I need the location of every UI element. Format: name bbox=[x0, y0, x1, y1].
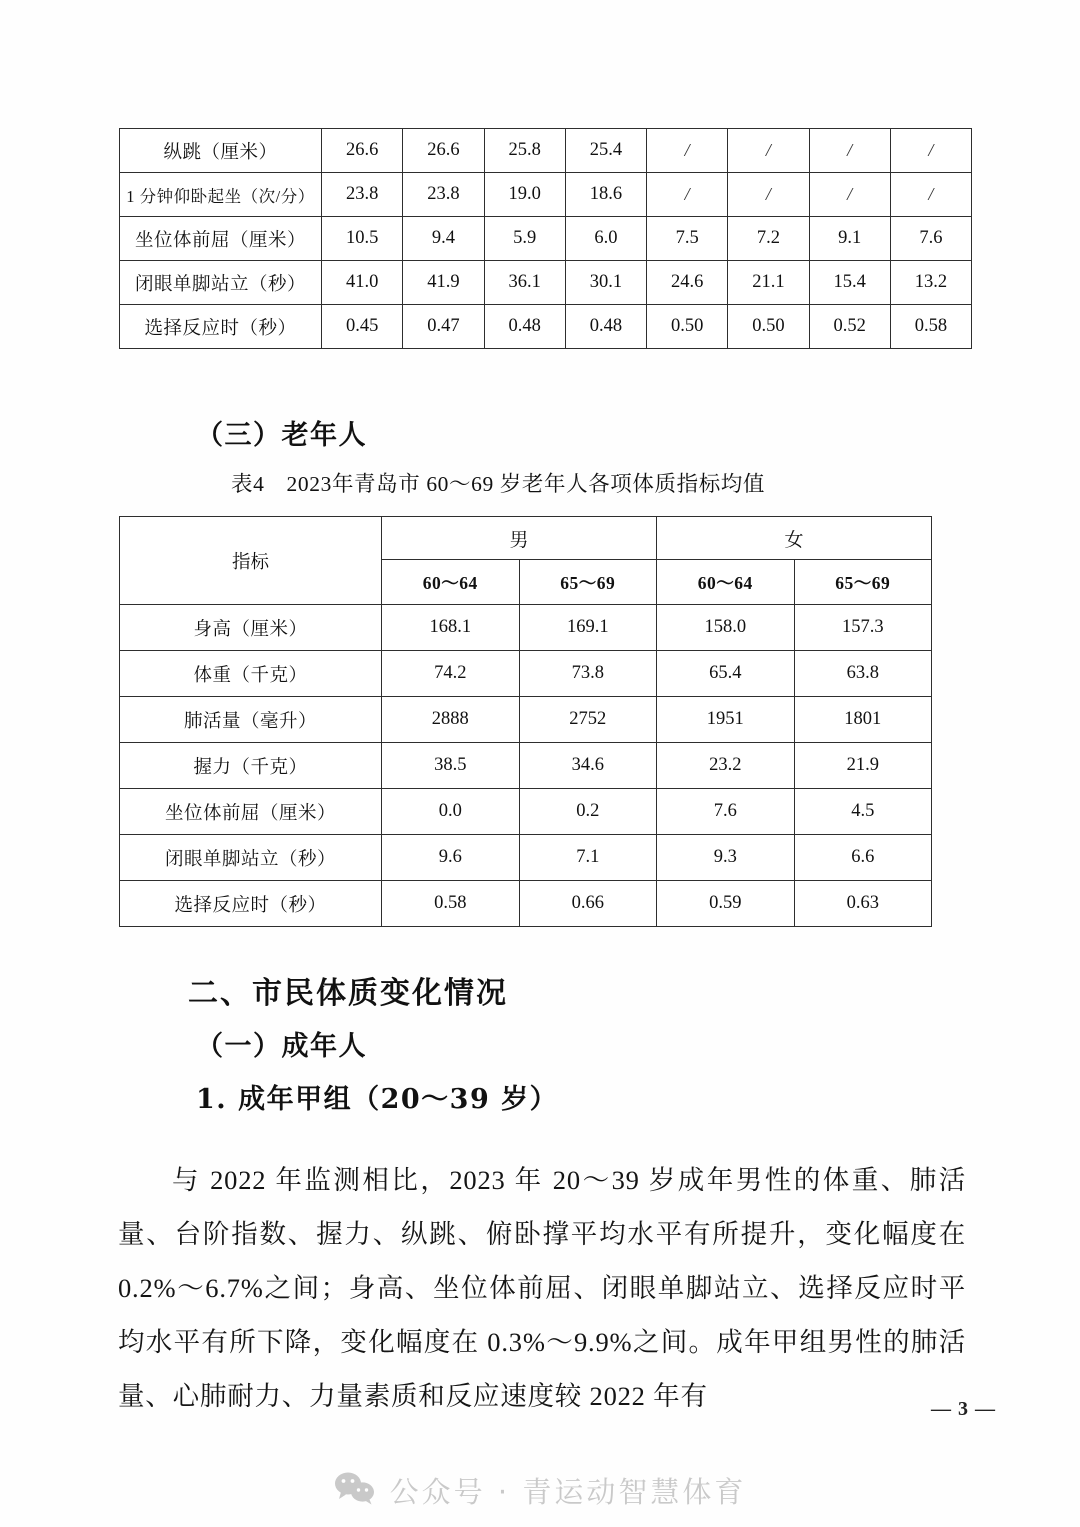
table-row bbox=[120, 789, 932, 835]
data-cell: / bbox=[728, 173, 809, 217]
data-cell: 23.2 bbox=[657, 743, 795, 789]
data-cell: 13.2 bbox=[890, 261, 971, 305]
data-cell: / bbox=[890, 129, 971, 173]
table-row bbox=[120, 261, 972, 305]
row-label: 选择反应时（秒） bbox=[120, 881, 382, 927]
data-cell: 25.8 bbox=[484, 129, 565, 173]
data-cell: 0.50 bbox=[647, 305, 728, 349]
data-cell: 0.2 bbox=[519, 789, 657, 835]
section-heading-group-a: 1. 成年甲组（20～39 岁） bbox=[196, 1084, 559, 1115]
table-row bbox=[120, 129, 972, 173]
data-cell: 7.2 bbox=[728, 217, 809, 261]
header-group-male: 男 bbox=[382, 517, 657, 560]
data-cell: 65.4 bbox=[657, 651, 795, 697]
table-row bbox=[120, 835, 932, 881]
data-cell: 26.6 bbox=[403, 129, 484, 173]
table-header-row-group bbox=[120, 517, 932, 560]
watermark bbox=[0, 1470, 1080, 1511]
data-cell: 0.48 bbox=[484, 305, 565, 349]
data-cell: / bbox=[647, 129, 728, 173]
table-continued-body bbox=[120, 129, 972, 349]
data-cell: 158.0 bbox=[657, 605, 795, 651]
data-cell: 25.4 bbox=[565, 129, 646, 173]
section-heading-elderly: （三）老年人 bbox=[196, 420, 367, 451]
table-row bbox=[120, 605, 932, 651]
data-cell: 24.6 bbox=[647, 261, 728, 305]
data-cell: 1801 bbox=[794, 697, 932, 743]
row-label: 闭眼单脚站立（秒） bbox=[120, 835, 382, 881]
data-cell: 0.52 bbox=[809, 305, 890, 349]
data-cell: / bbox=[809, 173, 890, 217]
body-paragraph: 与 2022 年监测相比，2023 年 20～39 岁成年男性的体重、肺活量、台阶指数、握力、纵跳、俯卧撑平均水平有所提升，变化幅度在 0.2%～6.7%之间；身高、坐位体前屈、闭眼单脚站立、选择反应时平均水平有所下降，变化幅度在 0.3%～9.9%之间。成年甲组男性的肺活量、心肺耐力、力量素质和反应速度较 2022 年有 bbox=[118, 1164, 966, 1411]
data-cell: 1951 bbox=[657, 697, 795, 743]
row-label: 握力（千克） bbox=[120, 743, 382, 789]
header-age-female-60-64: 60～64 bbox=[657, 560, 795, 605]
data-cell: 5.9 bbox=[484, 217, 565, 261]
row-label: 体重（千克） bbox=[120, 651, 382, 697]
wechat-icon bbox=[334, 1471, 376, 1510]
data-cell: 168.1 bbox=[382, 605, 520, 651]
data-cell: 7.6 bbox=[657, 789, 795, 835]
data-cell: 0.45 bbox=[322, 305, 403, 349]
data-cell: 0.59 bbox=[657, 881, 795, 927]
row-label: 身高（厘米） bbox=[120, 605, 382, 651]
data-cell: 169.1 bbox=[519, 605, 657, 651]
data-cell: 41.0 bbox=[322, 261, 403, 305]
data-cell: 21.9 bbox=[794, 743, 932, 789]
watermark-text: 公众号 · 青运动智慧体育 bbox=[389, 1475, 747, 1509]
data-cell: 0.50 bbox=[728, 305, 809, 349]
data-cell: 10.5 bbox=[322, 217, 403, 261]
data-cell: 6.6 bbox=[794, 835, 932, 881]
data-cell: 6.0 bbox=[565, 217, 646, 261]
data-cell: 0.63 bbox=[794, 881, 932, 927]
row-label: 选择反应时（秒） bbox=[120, 305, 322, 349]
data-cell: 7.5 bbox=[647, 217, 728, 261]
data-cell: 26.6 bbox=[322, 129, 403, 173]
data-cell: 15.4 bbox=[809, 261, 890, 305]
data-cell: 74.2 bbox=[382, 651, 520, 697]
data-cell: 38.5 bbox=[382, 743, 520, 789]
data-cell: 2752 bbox=[519, 697, 657, 743]
table-elderly-body bbox=[120, 605, 932, 927]
data-cell: / bbox=[728, 129, 809, 173]
table-row bbox=[120, 305, 972, 349]
table-elderly-head bbox=[120, 517, 932, 605]
header-group-female: 女 bbox=[657, 517, 932, 560]
header-indicator: 指标 bbox=[120, 517, 382, 605]
header-age-male-65-69: 65～69 bbox=[519, 560, 657, 605]
table-elderly-indicators bbox=[119, 516, 932, 927]
data-cell: 7.6 bbox=[890, 217, 971, 261]
header-age-male-60-64: 60～64 bbox=[382, 560, 520, 605]
section-heading-adults: （一）成年人 bbox=[196, 1031, 367, 1062]
row-label: 坐位体前屈（厘米） bbox=[120, 789, 382, 835]
data-cell: 73.8 bbox=[519, 651, 657, 697]
data-cell: 157.3 bbox=[794, 605, 932, 651]
data-cell: 0.48 bbox=[565, 305, 646, 349]
data-cell: 30.1 bbox=[565, 261, 646, 305]
row-label: 肺活量（毫升） bbox=[120, 697, 382, 743]
table-row bbox=[120, 697, 932, 743]
data-cell: 23.8 bbox=[322, 173, 403, 217]
table-row bbox=[120, 743, 932, 789]
data-cell: 41.9 bbox=[403, 261, 484, 305]
data-cell: 7.1 bbox=[519, 835, 657, 881]
row-label: 闭眼单脚站立（秒） bbox=[120, 261, 322, 305]
data-cell: 9.3 bbox=[657, 835, 795, 881]
header-age-female-65-69: 65～69 bbox=[794, 560, 932, 605]
table-row bbox=[120, 217, 972, 261]
data-cell: 9.1 bbox=[809, 217, 890, 261]
data-cell: 63.8 bbox=[794, 651, 932, 697]
data-cell: / bbox=[809, 129, 890, 173]
data-cell: 0.0 bbox=[382, 789, 520, 835]
row-label: 1 分钟仰卧起坐（次/分） bbox=[120, 173, 322, 217]
data-cell: / bbox=[890, 173, 971, 217]
data-cell: / bbox=[647, 173, 728, 217]
table-adult-indicators-continued bbox=[119, 128, 972, 349]
section-heading-changes: 二、市民体质变化情况 bbox=[188, 976, 508, 1011]
data-cell: 36.1 bbox=[484, 261, 565, 305]
page-number: — 3 — bbox=[931, 1398, 996, 1420]
data-cell: 4.5 bbox=[794, 789, 932, 835]
data-cell: 0.58 bbox=[890, 305, 971, 349]
data-cell: 34.6 bbox=[519, 743, 657, 789]
row-label: 坐位体前屈（厘米） bbox=[120, 217, 322, 261]
data-cell: 19.0 bbox=[484, 173, 565, 217]
data-cell: 21.1 bbox=[728, 261, 809, 305]
data-cell: 9.6 bbox=[382, 835, 520, 881]
table-row bbox=[120, 173, 972, 217]
data-cell: 2888 bbox=[382, 697, 520, 743]
table-row bbox=[120, 881, 932, 927]
table-caption-table4: 表4 2023年青岛市 60～69 岁老年人各项体质指标均值 bbox=[231, 472, 766, 496]
data-cell: 0.47 bbox=[403, 305, 484, 349]
data-cell: 0.66 bbox=[519, 881, 657, 927]
row-label: 纵跳（厘米） bbox=[120, 129, 322, 173]
data-cell: 23.8 bbox=[403, 173, 484, 217]
data-cell: 18.6 bbox=[565, 173, 646, 217]
data-cell: 9.4 bbox=[403, 217, 484, 261]
data-cell: 0.58 bbox=[382, 881, 520, 927]
table-row bbox=[120, 651, 932, 697]
